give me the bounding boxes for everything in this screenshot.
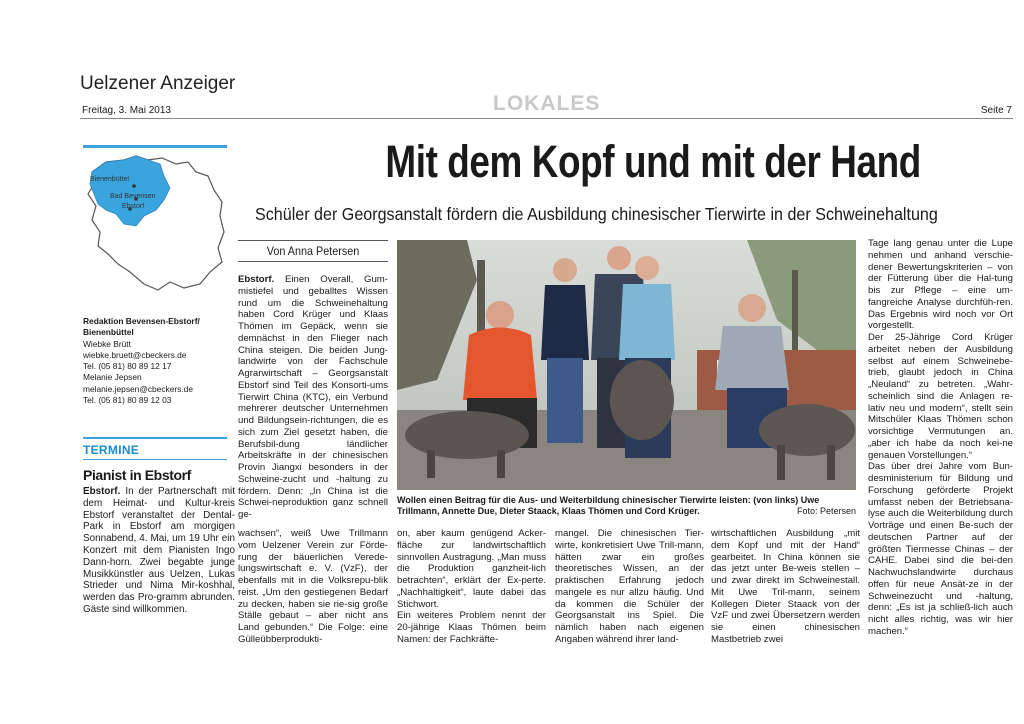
termine-label: TERMINE: [83, 443, 140, 457]
editorial-contact: [83, 316, 233, 406]
section-title: LOKALES: [493, 92, 601, 115]
person-annette-due: [541, 258, 589, 443]
contact-email-1[interactable]: wiebke.bruett@cbeckers.de: [83, 349, 187, 360]
caption-text: Wollen einen Beitrag für die Aus- und Weiterbildung chinesischer Tierwirte leisten: (von links) Uwe Trillmann, Annette Due, Dieter Staack, Klaas Thömen und Cord Krüger.: [397, 495, 820, 517]
contact-office: Redaktion Bevensen-Ebstorf/: [83, 316, 200, 326]
issue-date: Freitag, 3. Mai 2013: [82, 105, 171, 116]
article-column-1-continued: wachsen“, weiß Uwe Trillmann vom Uelzener Verein zur Förde-rung der bäuerlichen Verede-lungswirtschaft e. V. (VzF), der ebenfalls mit in die Volksrepu-blik reist. „Um den gestiegenen Bedarf zu decken, haben sie rie-sig große Ställe gebaut – aber nicht ans Land gebunden.“ Die Folge: eine Gülleübberprodukti-: [238, 528, 388, 645]
termine-headline: Pianist in Ebstorf: [83, 467, 191, 483]
masthead-rule: [80, 118, 1013, 119]
page-number: Seite 7: [980, 105, 1012, 116]
contact-person-1: Wiebke Brütt: [83, 338, 131, 349]
photo-caption: [397, 495, 856, 518]
map-label-bienenbuettel: Bienenbüttel: [90, 176, 129, 183]
termine-body: [83, 486, 235, 616]
article-column-3: mangel. Die chinesischen Tier-wirte, konkretisiert Uwe Trill-mann, hätten zwar ein großes theoretisches Wissen, an der praktischen Erfahrung jedoch mangele es nur allzu häufig. Und da kommen die Schüler der Georgsanstalt ins Spiel. Die nämlich haben nach eigenen Angaben während ihrer land-: [555, 528, 704, 645]
termine-rule: [83, 437, 227, 439]
byline-rule-bottom: [238, 261, 388, 262]
photo-credit: Foto: Petersen: [796, 506, 856, 517]
map-label-bad-bevensen: Bad Bevensen: [110, 193, 156, 200]
termine-text: In der Partnerschaft mit dem Heimat- und Kultur-kreis Ebstorf veranstaltet der Dental-Park in Ebstorf am morgigen Sonnabend, 4. Mai, um 19 Uhr ein Konzert mit dem Pianisten Ingo Dann-horn. Zwei begabte junge Musikkünstler aus Uelzen, Lukas Strieder und Nima Mir-koshhal, werden das Pro-gramm abrunden. Gäste sind willkommen.: [83, 486, 235, 615]
article-column-5: Tage lang genau unter die Lupe nehmen und anhand verschie-dener Bewertungskriterien – von der Fütterung über die Hal-tung bis zur Pflege – eine um-fangreiche Analyse durchfüh-ren. Das Ergebnis wird noch vor Ort vorgestellt. Der 25-Jährige Cord Krüger arbeitet neben der Ausbildung selbst auf einem Schweinebe-trieb, glaubt jedoch in China „Neuland“ zu betreten. „Wahr-scheinlich sind die Anlagen re-lativ neu und modern“, stellt sein Mitschüler Klaas Thömen schon vorsichtige Vermutungen an. „aber ich habe da noch kei-ne genauen Vorstellungen.“ Das über drei Jahre vom Bun-desministerium für Bildung und Forschung geförderte Projekt umfasst neben der Betriebsana-lyse auch die Weiterbildung durch Vorträge und einen Be-such der deutschen Partner auf der größten Tiermesse Chinas – der CAHE. Dabei sind die bei-den Nachwuchslandwirte durchaus offen für neue Ansät-ze in der Schweinezucht und -haltung, denn: „Es ist ja schließ-lich auch nicht alles richtig, was wir hier machen.“: [868, 238, 1013, 637]
contact-phone-1: Tel. (05 81) 80 89 12 17: [83, 361, 172, 372]
article-text-1: Einen Overall, Gum-mistiefel und geballtes Wissen rund um die Schweinehaltung haben Cord Krüger und Klaas Thömen im Gepäck, wenn sie demnächst in den Flieger nach China steigen. Die beiden Jung-landwirte von der Fachschule Agrarwirtschaft – Georgsanstalt Ebstorf sind Teil des Konsorti-ums Tierwirt China (KTC), ein Verbund mehrerer deutscher Unternehmen und Bildungsein-richtungen, die es sich zum Ziel gesetzt haben, die Berufsbil-dung ländlicher Arbeitskräfte in der chinesischen Provin Jiangxi besonders in der Schweine-zucht und -haltung zu fördern. Denn: „In China ist die Schwei-neproduktion ganz schnell ge-: [238, 274, 388, 520]
bronze-pig-statue-middle: [610, 360, 674, 440]
map-label-ebstorf: Ebstorf: [122, 203, 145, 210]
newspaper-title: Uelzener Anzeiger: [80, 73, 236, 94]
byline-rule-top: [238, 240, 388, 241]
termine-dateline: Ebstorf.: [83, 486, 121, 497]
termine-rule-bottom: [83, 459, 227, 460]
article-dateline: Ebstorf.: [238, 274, 275, 285]
article-column-2: on, aber kaum genügend Acker-fläche zur landwirtschaftlich sinnvollen Austragung. „Man muss die Produktion ganzheit-lich betrachten“, erklärt der Ex-perte. „Nachhaltigkeit“, laute dabei das Stichwort. Ein weiteres Problem nennt der 20-jährige Klaas Thömen beim Namen: der Fachkräfte-: [397, 528, 546, 645]
contact-email-2[interactable]: melanie.jepsen@cbeckers.de: [83, 383, 193, 394]
article-photo: [397, 240, 856, 490]
article-headline: Mit dem Kopf und mit der Hand: [385, 136, 921, 187]
article-column-4: wirtschaftlichen Ausbildung „mit dem Kopf und mit der Hand“ gearbeitet. In China können sie das jetzt unter Be-weis stellen – und zwar direkt im Schweinestall. Mit Uwe Tril-mann, seinem Kollegen Dieter Staack von der VzF und zwei Übersetzern werden sie einen chinesischen Mastbetrieb zwei: [711, 528, 860, 645]
contact-office-2: Bienenbüttel: [83, 327, 134, 338]
article-column-1: [238, 274, 388, 521]
contact-phone-2: Tel. (05 81) 80 89 12 03: [83, 395, 172, 406]
article-subheadline: Schüler der Georgsanstalt fördern die Ausbildung chinesischer Tierwirte in der Schweinehaltung: [255, 204, 938, 224]
contact-person-2: Melanie Jepsen: [83, 372, 142, 383]
byline: Von Anna Petersen: [266, 244, 360, 258]
